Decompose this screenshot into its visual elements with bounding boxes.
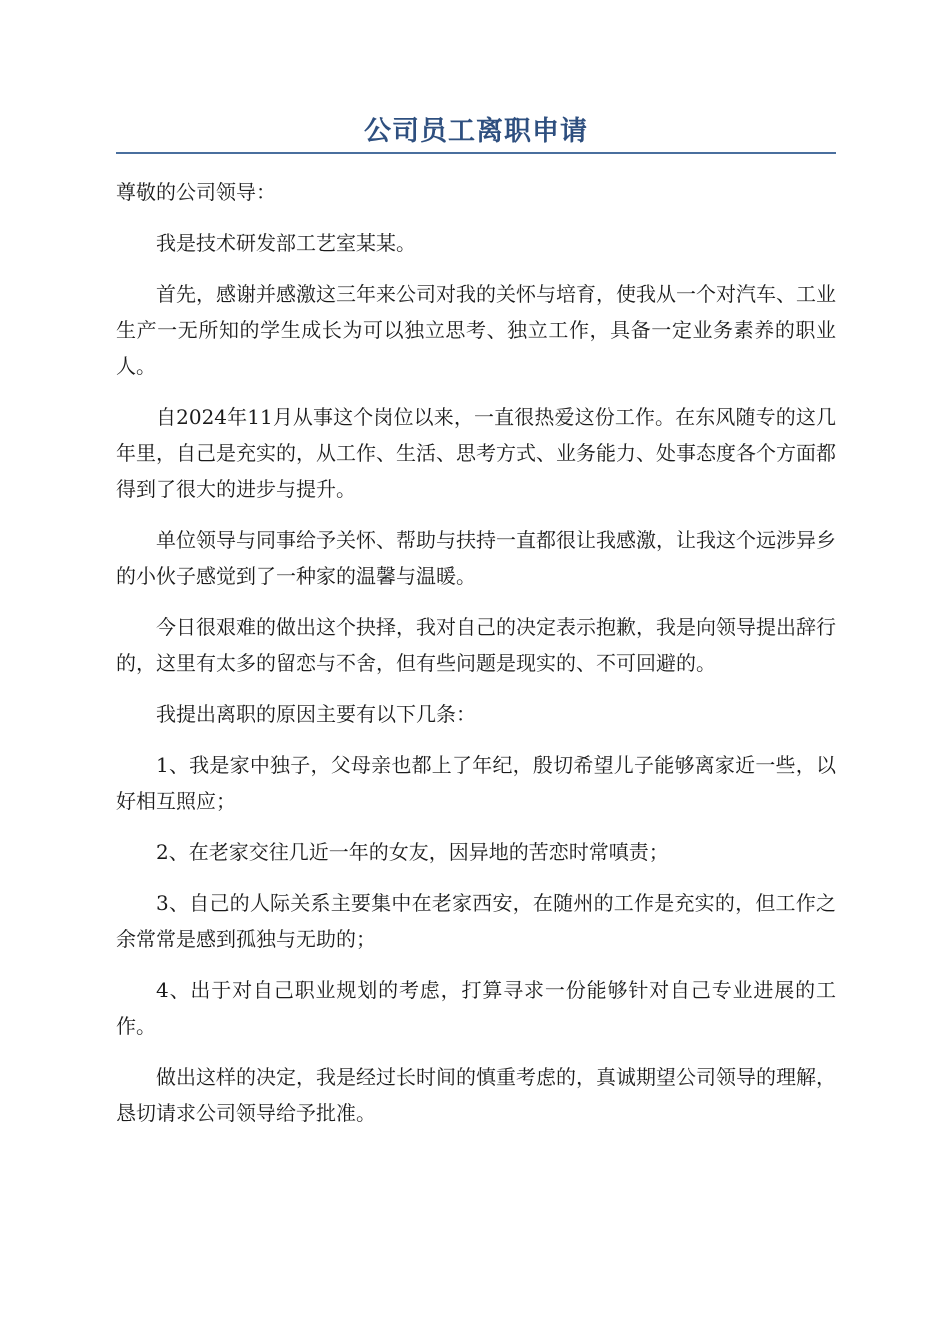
paragraph-introduction: 我是技术研发部工艺室某某。 — [156, 231, 416, 255]
reason-item-2: 2、在老家交往几近一年的女友，因异地的苦恋时常嗔责； — [156, 840, 669, 864]
paragraph-gratitude: 首先，感谢并感激这三年来公司对我的关怀与培育，使我从一个对汽车、工业生产一无所知的学生成长为可以独立思考、独立工作，具备一定业务素养的职业人。 — [116, 282, 836, 378]
paragraph-colleagues: 单位领导与同事给予关怀、帮助与扶持一直都很让我感激，让我这个远涉异乡的小伙子感觉到了一种家的温馨与温暖。 — [116, 528, 836, 588]
reason-item-4: 4、出于对自己职业规划的考虑，打算寻求一份能够针对自己专业进展的工作。 — [116, 978, 836, 1038]
paragraph-reasons-intro: 我提出离职的原因主要有以下几条： — [156, 702, 476, 726]
salutation: 尊敬的公司领导： — [116, 180, 276, 204]
paragraph-closing-request: 做出这样的决定，我是经过长时间的慎重考虑的，真诚期望公司领导的理解，恳切请求公司领导给予批准。 — [116, 1065, 836, 1125]
document-page — [116, 0, 836, 1146]
title-divider — [116, 152, 836, 154]
document-title: 公司员工离职申请 — [364, 116, 588, 147]
paragraph-decision: 今日很艰难的做出这个抉择，我对自己的决定表示抱歉，我是向领导提出辞行的，这里有太多的留恋与不舍，但有些问题是现实的、不可回避的。 — [116, 615, 836, 675]
paragraph-experience: 自2024年11月从事这个岗位以来，一直很热爱这份工作。在东风随专的这几年里，自己是充实的，从工作、生活、思考方式、业务能力、处事态度各个方面都得到了很大的进步与提升。 — [116, 405, 836, 501]
document-body — [116, 174, 836, 1131]
reason-item-3: 3、自己的人际关系主要集中在老家西安，在随州的工作是充实的，但工作之余常常是感到孤独与无助的； — [116, 891, 836, 951]
reason-item-1: 1、我是家中独子，父母亲也都上了年纪，殷切希望儿子能够离家近一些，以好相互照应； — [116, 753, 836, 813]
